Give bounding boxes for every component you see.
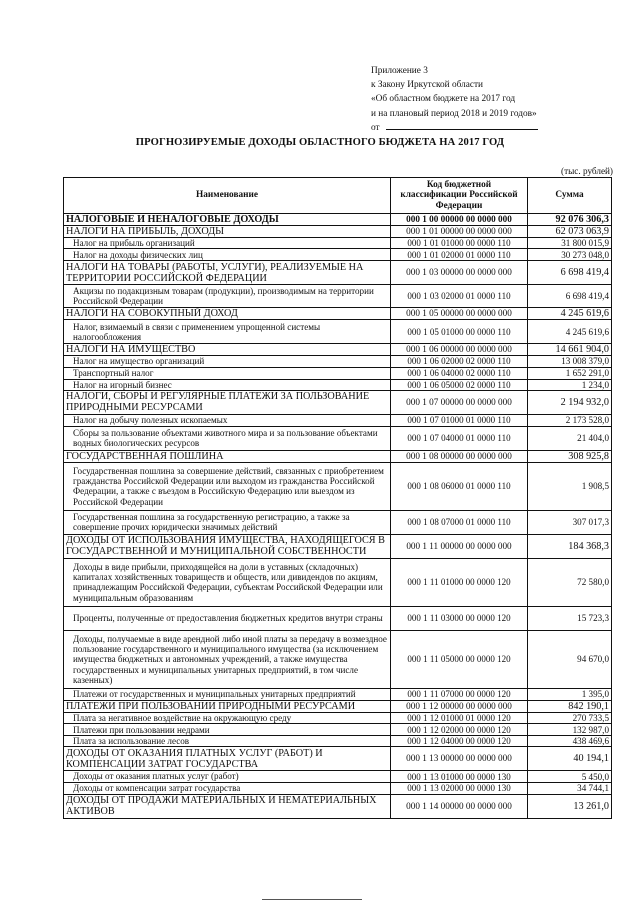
appendix-line: Приложение 3	[371, 66, 428, 76]
row-name: НАЛОГОВЫЕ И НЕНАЛОГОВЫЕ ДОХОДЫ	[64, 214, 391, 226]
appendix-line: «Об областном бюджете на 2017 год	[371, 94, 516, 105]
row-code: 000 1 11 03000 00 0000 120	[391, 606, 528, 630]
row-name: Проценты, полученные от предоставления бюджетных кредитов внутри страны	[64, 606, 391, 630]
header-code: Код бюджетной классификации Российской Федерации	[391, 178, 528, 214]
table-row	[64, 712, 612, 723]
row-code: 000 1 11 07000 00 0000 120	[391, 688, 528, 700]
row-sum: 2 194 932,0	[528, 390, 612, 414]
row-code: 000 1 05 00000 00 0000 000	[391, 308, 528, 320]
table-row	[64, 688, 612, 700]
table-row	[64, 630, 612, 688]
row-sum: 92 076 306,3	[528, 214, 612, 226]
table-row	[64, 379, 612, 390]
row-code: 000 1 01 01000 00 0000 110	[391, 238, 528, 249]
row-sum: 2 173 528,0	[528, 414, 612, 426]
row-sum: 842 190,1	[528, 700, 612, 712]
table-row	[64, 261, 612, 285]
table-row	[64, 794, 612, 818]
row-name: Налог на имущество организаций	[64, 356, 391, 367]
row-sum: 62 073 063,9	[528, 226, 612, 238]
row-sum: 132 987,0	[528, 724, 612, 736]
table-row	[64, 606, 612, 630]
table-row	[64, 782, 612, 794]
row-code: 000 1 01 00000 00 0000 000	[391, 226, 528, 238]
row-name: Налог на добычу полезных ископаемых	[64, 414, 391, 426]
row-code: 000 1 03 02000 01 0000 110	[391, 285, 528, 308]
row-code: 000 1 01 02000 01 0000 110	[391, 249, 528, 261]
row-name: Налог на доходы физических лиц	[64, 249, 391, 261]
table-row	[64, 462, 612, 510]
row-name: Плата за использование лесов	[64, 736, 391, 747]
row-name: ДОХОДЫ ОТ ОКАЗАНИЯ ПЛАТНЫХ УСЛУГ (РАБОТ) И КОМПЕНСАЦИИ ЗАТРАТ ГОСУДАРСТВА	[64, 747, 391, 771]
row-sum: 1 908,5	[528, 462, 612, 510]
row-name: Доходы в виде прибыли, приходящейся на доли в уставных (складочных) капиталах хозяйственных товариществ и обществ, или дивидендов по акциям, принадлежащим Российской Федерации, субъектам Российской Федерации или муниципальным образованиям	[64, 558, 391, 606]
row-name: ГОСУДАРСТВЕННАЯ ПОШЛИНА	[64, 450, 391, 462]
row-name: Налог, взимаемый в связи с применением упрощенной системы налогообложения	[64, 320, 391, 344]
appendix-line: к Закону Иркутской области	[371, 80, 484, 91]
row-sum: 34 744,1	[528, 782, 612, 794]
revenue-table	[63, 177, 612, 819]
row-sum: 1 395,0	[528, 688, 612, 700]
table-row	[64, 426, 612, 450]
row-code: 000 1 08 07000 01 0000 110	[391, 510, 528, 534]
appendix-block	[371, 64, 538, 135]
units-label: (тыс. рублей)	[561, 166, 613, 176]
row-sum: 94 670,0	[528, 630, 612, 688]
row-code: 000 1 05 01000 00 0000 110	[391, 320, 528, 344]
table-row	[64, 214, 612, 226]
table-row	[64, 238, 612, 249]
row-code: 000 1 07 00000 00 0000 000	[391, 390, 528, 414]
row-name: Сборы за пользование объектами животного мира и за пользование объектами водных биологических ресурсов	[64, 426, 391, 450]
table-row	[64, 747, 612, 771]
row-sum: 270 733,5	[528, 712, 612, 723]
row-name: НАЛОГИ НА ПРИБЫЛЬ, ДОХОДЫ	[64, 226, 391, 238]
table-row	[64, 558, 612, 606]
table-row	[64, 285, 612, 308]
row-code: 000 1 06 00000 00 0000 000	[391, 344, 528, 356]
row-code: 000 1 08 00000 00 0000 000	[391, 450, 528, 462]
row-name: Транспортный налог	[64, 367, 391, 379]
appendix-date-line	[371, 121, 538, 135]
row-sum: 4 245 619,6	[528, 320, 612, 344]
row-name: Доходы, получаемые в виде арендной либо иной платы за передачу в возмездное пользование государственного и муниципального имущества (за исключением имущества бюджетных и автономных учреждений, а также имущества государственных и муниципальных унитарных предприятий, в том числе казенных)	[64, 630, 391, 688]
row-name: Государственная пошлина за совершение действий, связанных с приобретением гражданства Российской Федерации или выходом из гражданства Российской Федерации, а также с въездом в Российскую Федерацию или выездом из Российской Федерации	[64, 462, 391, 510]
table-row	[64, 771, 612, 782]
row-sum: 4 245 619,6	[528, 308, 612, 320]
table-row	[64, 510, 612, 534]
row-sum: 438 469,6	[528, 736, 612, 747]
appendix-date-label: от	[371, 122, 380, 133]
row-sum: 5 450,0	[528, 771, 612, 782]
appendix-line: и на плановый период 2018 и 2019 годов»	[371, 108, 537, 119]
row-code: 000 1 13 01000 00 0000 130	[391, 771, 528, 782]
row-code: 000 1 06 05000 02 0000 110	[391, 379, 528, 390]
row-sum: 1 234,0	[528, 379, 612, 390]
row-sum: 31 800 015,9	[528, 238, 612, 249]
row-sum: 13 261,0	[528, 794, 612, 818]
row-name: НАЛОГИ НА СОВОКУПНЫЙ ДОХОД	[64, 308, 391, 320]
table-row	[64, 344, 612, 356]
row-name: НАЛОГИ НА ТОВАРЫ (РАБОТЫ, УСЛУГИ), РЕАЛИЗУЕМЫЕ НА ТЕРРИТОРИИ РОССИЙСКОЙ ФЕДЕРАЦИИ	[64, 261, 391, 285]
table-row	[64, 450, 612, 462]
table-row	[64, 724, 612, 736]
row-name: НАЛОГИ НА ИМУЩЕСТВО	[64, 344, 391, 356]
row-sum: 6 698 419,4	[528, 261, 612, 285]
row-sum: 72 580,0	[528, 558, 612, 606]
row-code: 000 1 11 00000 00 0000 000	[391, 534, 528, 558]
row-code: 000 1 14 00000 00 0000 000	[391, 794, 528, 818]
row-sum: 30 273 048,0	[528, 249, 612, 261]
row-sum: 6 698 419,4	[528, 285, 612, 308]
row-code: 000 1 11 05000 00 0000 120	[391, 630, 528, 688]
table-row	[64, 700, 612, 712]
row-sum: 1 652 291,0	[528, 367, 612, 379]
row-sum: 184 368,3	[528, 534, 612, 558]
row-name: Плата за негативное воздействие на окружающую среду	[64, 712, 391, 723]
row-code: 000 1 06 04000 02 0000 110	[391, 367, 528, 379]
table-row	[64, 390, 612, 414]
row-code: 000 1 13 02000 00 0000 130	[391, 782, 528, 794]
table-row	[64, 736, 612, 747]
header-sum: Сумма	[528, 178, 612, 214]
row-code: 000 1 11 01000 00 0000 120	[391, 558, 528, 606]
row-name: Государственная пошлина за государственную регистрацию, а также за совершение прочих юридически значимых действий	[64, 510, 391, 534]
row-code: 000 1 12 04000 00 0000 120	[391, 736, 528, 747]
table-row	[64, 308, 612, 320]
document-title: ПРОГНОЗИРУЕМЫЕ ДОХОДЫ ОБЛАСТНОГО БЮДЖЕТА НА 2017 ГОД	[135, 137, 505, 148]
table-header-row	[64, 178, 612, 214]
row-name: Акцизы по подакцизным товарам (продукции), производимым на территории Российской Федерации	[64, 285, 391, 308]
header-name: Наименование	[64, 178, 391, 214]
row-code: 000 1 12 01000 01 0000 120	[391, 712, 528, 723]
row-sum: 21 404,0	[528, 426, 612, 450]
row-name: ДОХОДЫ ОТ ПРОДАЖИ МАТЕРИАЛЬНЫХ И НЕМАТЕРИАЛЬНЫХ АКТИВОВ	[64, 794, 391, 818]
row-code: 000 1 13 00000 00 0000 000	[391, 747, 528, 771]
row-name: Налог на прибыль организаций	[64, 238, 391, 249]
row-name: Налог на игорный бизнес	[64, 379, 391, 390]
row-code: 000 1 03 00000 00 0000 000	[391, 261, 528, 285]
row-code: 000 1 07 04000 01 0000 110	[391, 426, 528, 450]
table-row	[64, 356, 612, 367]
row-code: 000 1 00 00000 00 0000 000	[391, 214, 528, 226]
row-code: 000 1 12 02000 00 0000 120	[391, 724, 528, 736]
row-name: ПЛАТЕЖИ ПРИ ПОЛЬЗОВАНИИ ПРИРОДНЫМИ РЕСУРСАМИ	[64, 700, 391, 712]
row-name: ДОХОДЫ ОТ ИСПОЛЬЗОВАНИЯ ИМУЩЕСТВА, НАХОДЯЩЕГОСЯ В ГОСУДАРСТВЕННОЙ И МУНИЦИПАЛЬНОЙ СОБСТВЕННОСТИ	[64, 534, 391, 558]
row-name: Доходы от компенсации затрат государства	[64, 782, 391, 794]
table-row	[64, 367, 612, 379]
table-row	[64, 534, 612, 558]
table-row	[64, 226, 612, 238]
row-code: 000 1 06 02000 02 0000 110	[391, 356, 528, 367]
row-name: Платежи при пользовании недрами	[64, 724, 391, 736]
row-name: НАЛОГИ, СБОРЫ И РЕГУЛЯРНЫЕ ПЛАТЕЖИ ЗА ПОЛЬЗОВАНИЕ ПРИРОДНЫМИ РЕСУРСАМИ	[64, 390, 391, 414]
row-sum: 15 723,3	[528, 606, 612, 630]
row-sum: 14 661 904,0	[528, 344, 612, 356]
row-name: Доходы от оказания платных услуг (работ)	[64, 771, 391, 782]
footer-divider	[262, 899, 362, 900]
table-row	[64, 320, 612, 344]
row-code: 000 1 07 01000 01 0000 110	[391, 414, 528, 426]
row-sum: 40 194,1	[528, 747, 612, 771]
row-code: 000 1 12 00000 00 0000 000	[391, 700, 528, 712]
table-body	[64, 214, 612, 819]
date-blank-line	[386, 121, 538, 130]
table-row	[64, 414, 612, 426]
row-sum: 13 008 379,0	[528, 356, 612, 367]
row-sum: 308 925,8	[528, 450, 612, 462]
row-name: Платежи от государственных и муниципальных унитарных предприятий	[64, 688, 391, 700]
table-row	[64, 249, 612, 261]
row-code: 000 1 08 06000 01 0000 110	[391, 462, 528, 510]
row-sum: 307 017,3	[528, 510, 612, 534]
